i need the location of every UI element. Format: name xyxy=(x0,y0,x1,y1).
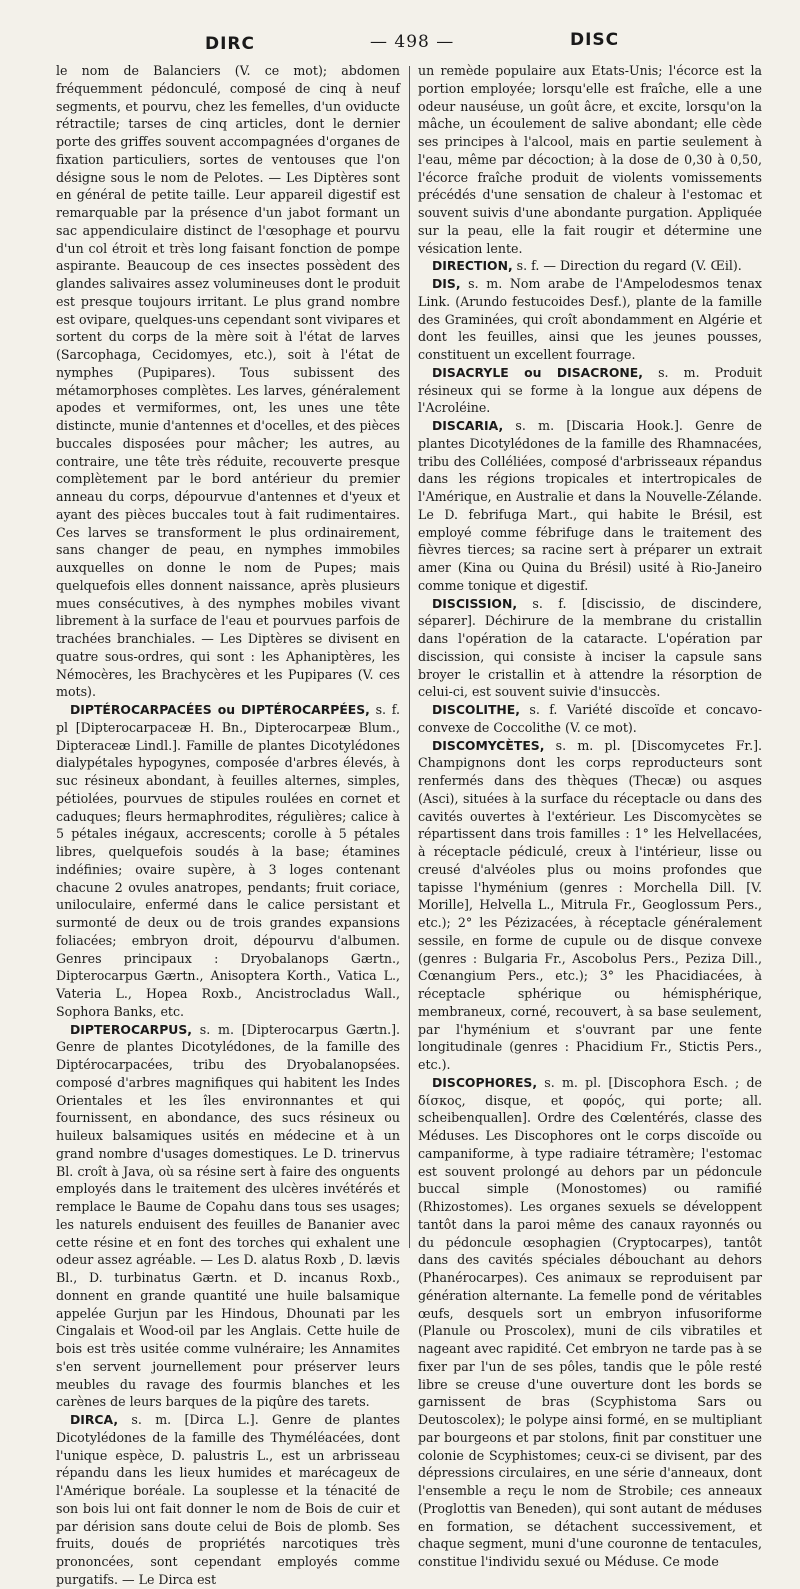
left-column xyxy=(56,62,400,1589)
entry-headword: DISCOPHORES, xyxy=(432,1074,538,1090)
dictionary-entry xyxy=(418,701,762,737)
dictionary-entry xyxy=(418,1074,762,1571)
entry-headword: DISCISSION, xyxy=(432,595,518,611)
continued-text: le nom de Balanciers (V. ce mot); abdomen fréquemment pédonculé, composé de cinq à neuf segments, et pourvu, chez les femelles, d'un oviducte rétractile; tarses de cinq articles, dont le dernier porte des griffes souvent accompagnées d'organes de fixation particuliers, sortes de ventouses que l'on désigne sous le nom de Pelotes. — Les Diptères sont en général de petite taille. Leur appareil digestif est remarquable par la présence d'un jabot formant un sac appendiculaire distinct de l'œsophage et pourvu d'un col étroit et très long faisant fonction de pompe aspirante. Beaucoup de ces insectes possèdent des glandes salivaires assez volumineuses dont le produit est presque toujours irritant. Le plus grand nombre est ovipare, quelques-uns cependant sont vivipares et sortent du corps de la mère soit à l'état de larves (Sarcophaga, Cecidomyes, etc.), soit à l'état de nymphes (Pupipares). Tous subissent des métamorphoses complètes. Les larves, généralement apodes et vermiformes, ont, les unes une tête distincte, munie d'antennes et d'ocelles, et des pièces buccales disposées pour mâcher; les autres, au contraire, une tête très réduite, recouverte presque complètement par le bord antérieur du premier anneau du corps, dépourvue d'antennes et d'yeux et ayant des pièces buccales tout à fait rudimentaires. Ces larves se transforment le plus ordinairement, sans changer de peau, en nymphes immobiles auxquelles on donne le nom de Pupes; mais quelquefois elles donnent naissance, après plusieurs mues consécutives, à des nymphes mobiles vivant librement à la surface de l'eau et pourvues parfois de trachées branchiales. — Les Diptères se divisent en quatre sous-ordres, qui sont : les Aphaniptères, les Némocères, les Brachycères et les Pupipares (V. ces mots). xyxy=(56,63,400,700)
entry-headword: DIPTEROCARPUS, xyxy=(70,1021,192,1037)
continued-text: un remède populaire aux Etats-Unis; l'écorce est la portion employée; lorsqu'elle est fraîche, elle a une odeur nauséuse, un goût âcre, et excite, lorsqu'on la mâche, un écoulement de salive abondant; elle cède ses principes à l'alcool, mais en partie seulement à l'eau, même par décoction; à la dose de 0,30 à 0,50, l'écorce fraîche produit de violents vomissements précédés d'une sensation de chaleur à l'estomac et souvent suivis d'une abondante purgation. Appliquée sur la peau, elle la fait rougir et détermine une vésication lente. xyxy=(418,63,762,256)
entry-definition: s. f. Variété discoïde et concavo-convexe de Coccolithe (V. ce mot). xyxy=(418,702,762,735)
entry-definition: s. m. [Dipterocarpus Gærtn.]. Genre de plantes Dicotylédones, de la famille des Diptérocarpacées, tribu des Dryobalanopsées. composé d'arbres magnifiques qui habitent les Indes Orientales et les îles environnantes et qui fournissent, en abondance, des sucs résineux ou huileux balsamiques usités en médecine et à un grand nombre d'usages domestiques. Le D. trinervus Bl. croît à Java, où sa résine sert à faire des onguents employés dans le traitement des ulcères invétérés et remplace le Baume de Copahu dans tous ses usages; les naturels enduisent des feuilles de Bananier avec cette résine et en font des torches qui exhalent une odeur assez agréable. — Les D. alatus Roxb , D. lævis Bl., D. turbinatus Gærtn. et D. incanus Roxb., donnent en grande quantité une huile balsamique appelée Gurjun par les Hindous, Dhounati par les Cingalais et Wood-oil par les Anglais. Cette huile de bois est très usitée comme vulnéraire; les Annamites s'en servent journellement pour préserver leurs meubles du ravage des fourmis blanches et les carènes de leurs barques de la piqûre des tarets. xyxy=(56,1021,400,1410)
dictionary-entry xyxy=(418,595,762,702)
entry-headword: DIRCA, xyxy=(70,1412,119,1427)
entry-definition: s. m. pl. [Discophora Esch. ; de δίσκος, disque, et φορός, qui porte; all. scheibenquallen]. Ordre des Cœlentérés, classe des Méduses. Les Discophores ont le corps discoïde ou campaniforme, à type radiaire tétramère; l'estomac est souvent prolongé au dehors par un pédoncule buccal simple (Monostomes) ou ramifié (Rhizostomes). Les organes sexuels se développent tantôt dans la paroi même des canaux rayonnés ou du pédoncule œsophagien (Cryptocarpes), tantôt dans des cavités spéciales débouchant au dehors (Phanérocarpes). Ces animaux se reproduisent par génération alternante. La femelle pond de véritables œufs, desquels sort un embryon infusoriforme (Planule ou Proscolex), muni de cils vibratiles et nageant avec rapidité. Cet embryon ne tarde pas à se fixer par l'un de ses pôles, tandis que le pôle resté libre se creuse d'une ouverture dont les bords se garnissent de bras (Scyphistoma Sars ou Deutoscolex); le polype ainsi formé, en se multipliant par bourgeons et par stolons, finit par constituer une colonie de Scyphistomes; ceux-ci se divisent, par des dépressions circulaires, en une série d'anneaux, dont l'ensemble a reçu le nom de Strobile; ces anneaux (Proglottis van Beneden), qui sont autant de méduses en formation, se détachent successivement, et chaque segment, muni d'une couronne de tentacules, constitue l'individu sexué ou Méduse. Ce mode xyxy=(418,1074,762,1569)
entry-headword: DISACRYLE ou DISACRONE, xyxy=(432,364,643,380)
dictionary-entry xyxy=(418,257,762,275)
entry-definition: s. m. Nom arabe de l'Ampelodesmos tenax Link. (Arundo festucoides Desf.), plante de la famille des Graminées, qui croît abondamment en Algérie et dont les feuilles, ainsi que les jeunes pousses, constituent un excellent fourrage. xyxy=(418,276,762,362)
dictionary-entry xyxy=(418,364,762,417)
entry-headword: DIS, xyxy=(432,276,461,291)
entry-headword: DISCOMYCÈTES, xyxy=(432,737,545,753)
header-right-guideword: DISC xyxy=(570,30,620,50)
entry-headword: DISCOLITHE, xyxy=(432,702,520,717)
entry-definition: s. m. Produit résineux qui se forme à la longue aux dépens de l'Acroléine. xyxy=(418,364,762,416)
entry-definition: s. m. [Dirca L.]. Genre de plantes Dicotylédones de la famille des Thyméléacées, dont l'unique espèce, D. palustris L., est un arbrisseau répandu dans les lieux humides et marécageux de l'Amérique boréale. La souplesse et la ténacité de son bois lui ont fait donner le nom de Bois de cuir et par dérision sans doute celui de Bois de plomb. Ses fruits, doués de propriétés narcotiques très prononcées, sont cependant employés comme purgatifs. — Le Dirca est xyxy=(56,1412,400,1587)
header-left-guideword: DIRC xyxy=(205,34,256,54)
page-number: — 498 — xyxy=(370,32,455,52)
entry-headword: DIPTÉROCARPACÉES ou DIPTÉROCARPÉES, xyxy=(70,702,370,717)
right-column xyxy=(418,62,762,1571)
entry-definition: s. m. pl. [Discomycetes Fr.]. Champignons dont les corps reproducteurs sont renfermés dans des thèques (Thecæ) ou asques (Asci), situées à la surface du réceptacle ou dans des cavités ouvertes à l'extérieur. Les Discomycètes se répartissent dans trois familles : 1° les Helvellacées, à réceptacle pédiculé, creux à l'intérieur, lisse ou creusé d'alvéoles plus ou moins profondes que tapisse l'hyménium (genres : Morchella Dill. [V. Morille], Helvella L., Mitrula Fr., Geoglossum Pers., etc.); 2° les Pézizacées, à réceptacle généralement sessile, en forme de cupule ou de disque convexe (genres : Bulgaria Fr., Ascobolus Pers., Peziza Dill., Cœnangium Pers., etc.); 3° les Phacidiacées, à réceptacle sphérique ou hémisphérique, membraneux, corné, recouvert, à sa base seulement, par l'hyménium et s'ouvrant par une fente longitudinale (genres : Phacidium Fr., Stictis Pers., etc.). xyxy=(418,737,762,1072)
entry-headword: DIRECTION, xyxy=(432,258,513,274)
dictionary-entry xyxy=(418,417,762,595)
entry-definition: s. m. [Discaria Hook.]. Genre de plantes Dicotylédones de la famille des Rhamnacées, tribu des Colléliées, composé d'arbrisseaux répandus dans les régions tropicales et intertropicales de l'Amérique, en Australie et dans la Nouvelle-Zélande. Le D. febrifuga Mart., qui habite le Brésil, est employé comme fébrifuge dans le traitement des fièvres tierces; sa racine sert à préparer un extrait amer (Kina ou Quina du Brésil) usité à Rio-Janeiro comme tonique et digestif. xyxy=(418,418,762,593)
dictionary-entry xyxy=(56,701,400,1021)
entry-definition: s. f. — Direction du regard (V. Œil). xyxy=(512,258,742,274)
dictionary-entry xyxy=(418,275,762,364)
column-divider xyxy=(409,66,410,1248)
dictionary-entry xyxy=(418,737,762,1074)
entry-headword: DISCARIA, xyxy=(432,418,504,433)
running-header xyxy=(0,30,800,60)
entry-definition: s. f. [discissio, de discindere, séparer]. Déchirure de la membrane du cristallin dans l'opération de la cataracte. L'opération par discission, qui consiste à inciser la capsule sans broyer le cristallin et à attendre la résorption de celui-ci, est souvent suivie d'insuccès. xyxy=(418,595,762,700)
dictionary-entry xyxy=(56,1021,400,1412)
dictionary-entry xyxy=(56,1411,400,1589)
entry-definition: s. f. pl [Dipterocarpaceæ H. Bn., Dipterocarpeæ Blum., Dipteraceæ Lindl.]. Famille de plantes Dicotylédones dialypétales hypogynes, composée d'arbres élevés, à suc résineux abondant, à feuilles alternes, simples, pétiolées, pourvues de stipules roulées en cornet et caduques; fleurs hermaphrodites, régulières; calice à 5 pétales inégaux, accrescents; corolle à 5 pétales libres, quelquefois soudés à la base; étamines indéfinies; ovaire supère, à 3 loges contenant chacune 2 ovules anatropes, pendants; fruit coriace, uniloculaire, enfermé dans le calice persistant et surmonté de deux ou de trois grandes expansions foliacées; embryon droit, dépourvu d'albumen. Genres principaux : Dryobalanops Gærtn., Dipterocarpus Gærtn., Anisoptera Korth., Vatica L., Vateria L., Hopea Roxb., Ancistrocladus Wall., Sophora Banks, etc. xyxy=(56,702,400,1019)
